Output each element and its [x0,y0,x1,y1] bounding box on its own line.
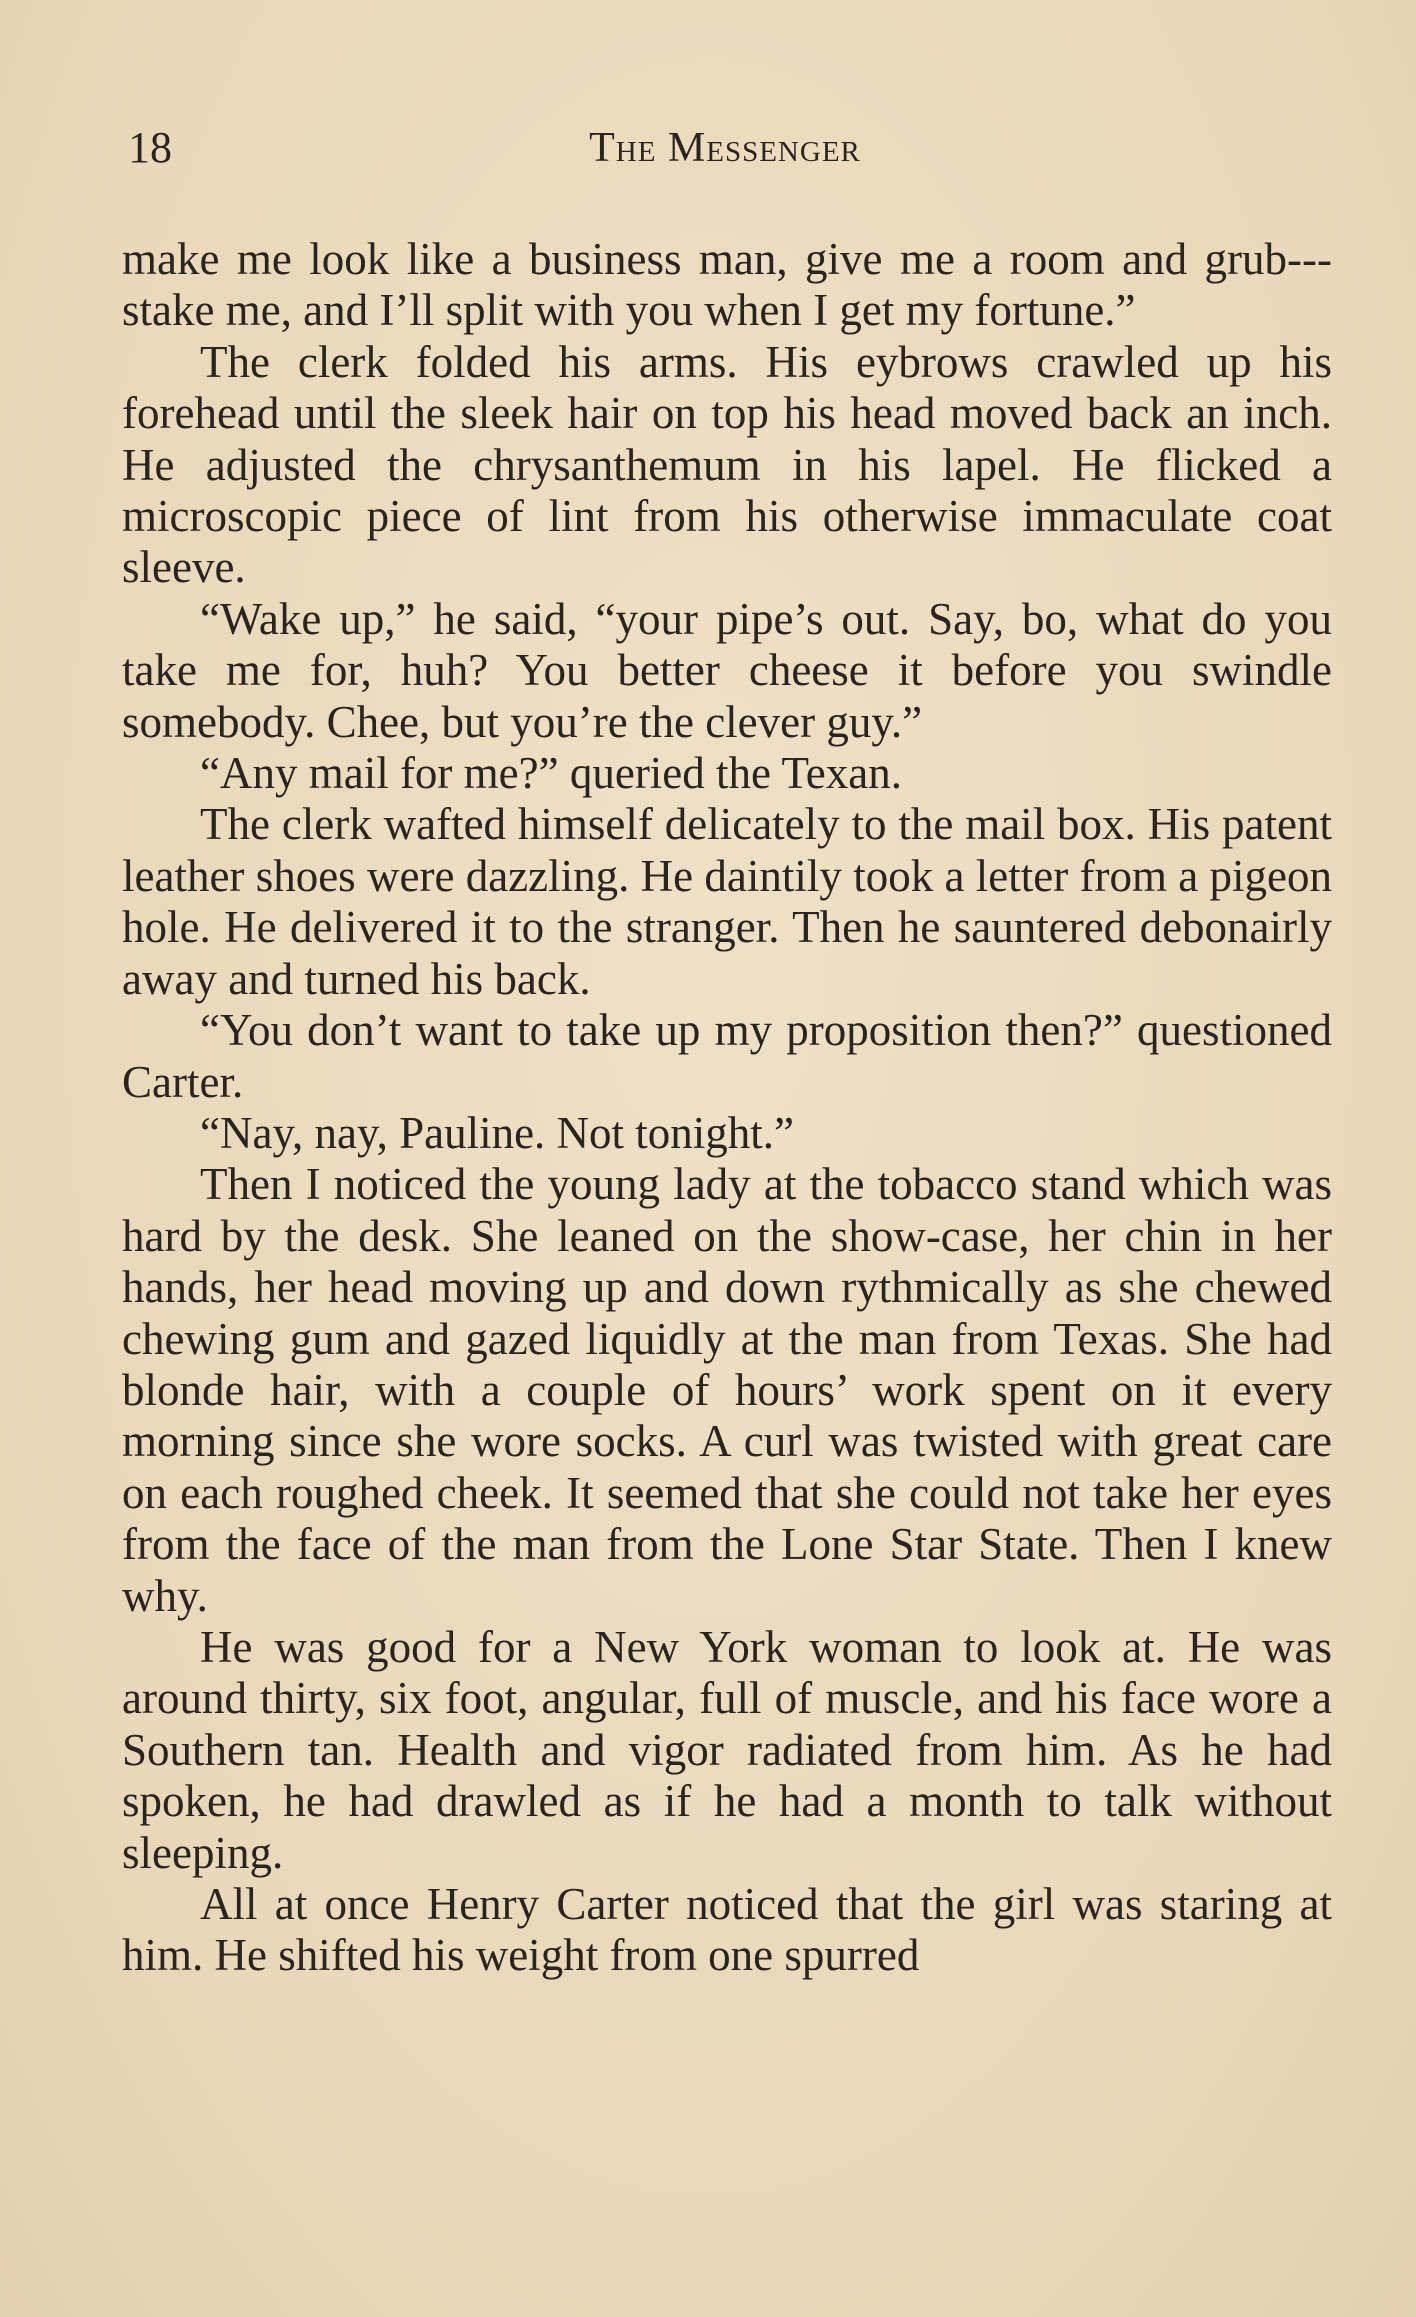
book-page [118,118,1332,1982]
paragraph: “Nay, nay, Pauline. Not tonight.” [200,1107,795,1158]
running-head: The Messenger [589,125,861,171]
paragraph: The clerk folded his arms. His eybrows crawled up his forehead until the sleek hair on top his head moved back an inch. He adjusted the chrysanthemum in his lapel. He flicked a microscopic piece of lint from his otherwise immaculate coat sleeve. [122,336,1332,593]
paragraph: He was good for a New York woman to look at. He was around thirty, six foot, angular, full of muscle, and his face wore a Southern tan. Health and vigor radiated from him. As he had spoken, he had drawled as if he had a month to talk without sleeping. [122,1621,1332,1878]
paragraph: The clerk wafted himself delicately to the mail box. His patent leather shoes were dazzling. He daintily took a letter from a pigeon hole. He delivered it to the stranger. Then he sauntered debonairly away and turned his back. [122,799,1332,1004]
body-text [118,234,1332,1982]
paragraph: “Any mail for me?” queried the Texan. [200,748,902,799]
paragraph: “Wake up,” he said, “your pipe’s out. Say, bo, what do you take me for, huh? You better cheese it before you swindle somebody. Chee, but you’re the clever guy.” [122,593,1332,747]
paragraph: Then I noticed the young lady at the tobacco stand which was hard by the desk. She leaned on the show-case, her chin in her hands, her head moving up and down rythmically as she chewed chewing gum and gazed liquidly at the man from Texas. She had blonde hair, with a couple of hours’ work spent on it every morning since she wore socks. A curl was twisted with great care on each roughed cheek. It seemed that she could not take her eyes from the face of the man from the Lone Star State. Then I knew why. [122,1159,1332,1621]
paragraph: make me look like a business man, give me a room and grub---stake me, and I’ll split with you when I get my fortune.” [122,234,1332,336]
page-header [118,118,1332,178]
paragraph: All at once Henry Carter noticed that the girl was staring at him. He shifted his weight from one spurred [122,1879,1332,1981]
page-number: 18 [128,123,172,172]
paragraph: “You don’t want to take up my proposition then?” questioned Carter. [122,1005,1332,1107]
